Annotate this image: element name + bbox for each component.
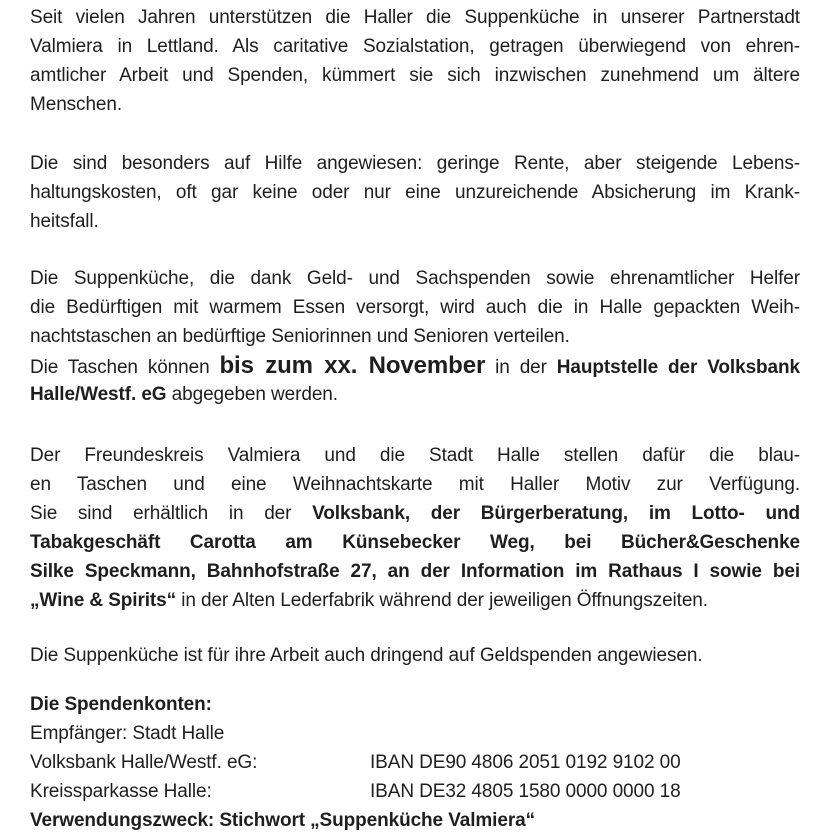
text-line [30,3,800,32]
text-segment: Die Taschen können [30,357,220,378]
text-line [30,264,800,293]
text-line [30,441,800,470]
text-segment: Sie sind erhältlich in der [30,503,313,524]
text-segment: Menschen. [30,94,123,115]
account-row [30,777,800,806]
bank-name: Volksbank Halle/Westf. eG: [30,752,258,773]
recipient-text: Empfänger: Stadt Halle [30,723,225,744]
paragraph-need [30,149,800,236]
text-line [30,32,800,61]
text-line [30,322,800,351]
text-segment: nachtstaschen an bedürftige Seniorinnen und Senioren verteilen. [30,326,570,347]
text-segment: Die sind besonders auf Hilfe angewiesen: geringe Rente, aber steigende Lebens- [30,153,800,174]
dropoff-location-bold: Halle/Westf. eG [30,384,167,405]
paragraph-sales-points [30,441,800,615]
text-line [30,586,800,615]
text-segment: Valmiera in Lettland. Als caritative Sozialstation, getragen überwiegend von ehren- [30,36,800,57]
text-line [30,380,800,409]
donations-heading [30,690,800,719]
donations-heading-text: Die Spendenkonten: [30,694,212,715]
text-segment: abgegeben werden. [166,384,338,405]
text-segment: Seit vielen Jahren unterstützen die Haller die Suppenküche in unserer Partnerstadt [30,7,800,28]
recipient-line [30,719,800,748]
text-segment: die Bedürftigen mit warmem Essen versorgt, wird auch die in Halle gepackten Weih- [30,297,800,318]
text-line [30,149,800,178]
dropoff-location-bold: Hauptstelle der Volksbank [556,357,800,378]
donation-accounts-block [30,690,800,835]
text-segment: Der Freundeskreis Valmiera und die Stadt Halle stellen dafür die blau- [30,445,800,466]
text-line [30,90,800,119]
text-line [30,499,800,528]
text-line [30,641,800,670]
text-segment: amtlicher Arbeit und Spenden, kümmert sie sich inzwischen zunehmend um ältere [30,65,800,86]
sales-points-bold: „Wine & Spirits“ [30,590,177,611]
text-segment: heitsfall. [30,211,99,232]
iban-value: IBAN DE32 4805 1580 0000 0000 18 [370,781,681,802]
text-segment: in der Alten Lederfabrik während der jeweiligen Öffnungszeiten. [176,590,708,611]
purpose-text: Verwendungszweck: Stichwort „Suppenküche Valmiera“ [30,810,535,831]
text-line [30,528,800,557]
deadline-highlight: bis zum xx. November [219,352,486,379]
text-line [30,470,800,499]
account-row [30,748,800,777]
text-segment: en Taschen und eine Weihnachtskarte mit Haller Motiv zur Verfügung. [30,474,800,495]
text-line [30,557,800,586]
paragraph-donation-appeal [30,641,800,670]
paragraph-intro [30,3,800,119]
sales-points-bold: Volksbank, der Bürgerberatung, im Lotto- und [312,503,800,524]
text-segment: in der [485,357,557,378]
text-line [30,207,800,236]
text-line [30,61,800,90]
iban-value: IBAN DE90 4806 2051 0192 9102 00 [370,752,681,773]
text-line [30,293,800,322]
text-segment: Die Suppenküche ist für ihre Arbeit auch dringend auf Geldspenden angewiesen. [30,645,703,666]
sales-points-bold: Silke Speckmann, Bahnhofstraße 27, an der Information im Rathaus I sowie bei [30,561,800,582]
paragraph-christmas-bags [30,264,800,409]
text-segment: Die Suppenküche, die dank Geld- und Sachspenden sowie ehrenamtlicher Helfer [30,268,800,289]
text-segment: haltungskosten, oft gar keine oder nur eine unzureichende Absicherung im Krank- [30,182,800,203]
text-line [30,178,800,207]
text-line [30,351,800,380]
bank-name: Kreissparkasse Halle: [30,781,212,802]
sales-points-bold: Tabakgeschäft Carotta am Künsebecker Weg, bei Bücher&Geschenke [30,532,800,553]
